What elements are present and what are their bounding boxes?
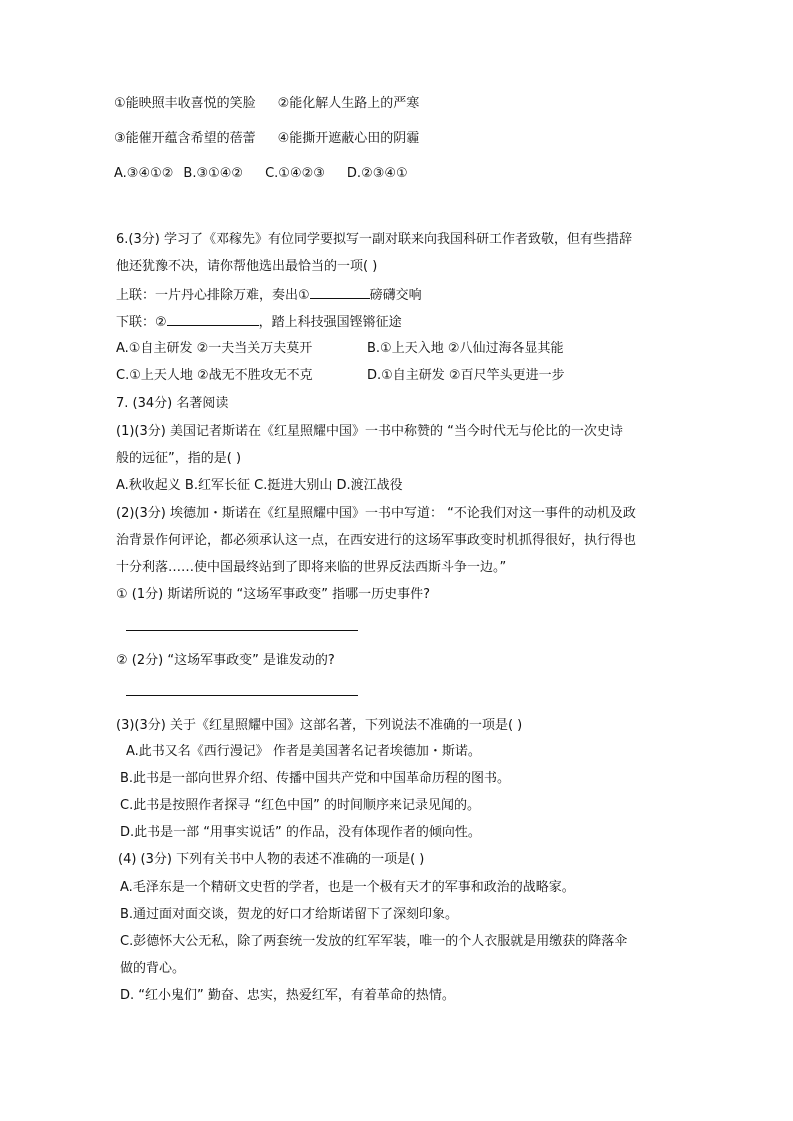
- q6-option-c: C.①上天人地 ②战无不胜攻无不克: [116, 368, 313, 383]
- q7-p2-line1: (2)(3分) 埃德加・斯诺在《红星照耀中国》一书中写道： “不论我们对这一事件的动机及政: [116, 506, 636, 521]
- answer-line-2[interactable]: [126, 695, 358, 696]
- upper-prefix: 上联：一片丹心排除万难，奏出①: [116, 288, 310, 303]
- lower-prefix: 下联：②: [116, 315, 167, 330]
- q7-p3-option-c: C.此书是按照作者探寻 “红色中国” 的时间顺序来记录见闻的。: [120, 798, 480, 813]
- q7-p4-option-d: D. “红小鬼们” 勤奋、忠实，热爱红军，有着革命的热情。: [120, 988, 455, 1003]
- q7-p4-option-a: A.毛泽东是一个精研文史哲的学者，也是一个极有天才的军事和政治的战略家。: [120, 880, 575, 895]
- answer-line-1[interactable]: [126, 630, 358, 631]
- lower-suffix: ，踏上科技强国铿锵征途: [258, 315, 402, 330]
- q7-p1-choices: A.秋收起义 B.红军长征 C.挺进大别山 D.渡江战役: [116, 478, 403, 493]
- q7-p3-option-a: A.此书又名《西行漫记》 作者是美国著名记者埃德加・斯诺。: [126, 744, 481, 759]
- q7-p3-option-d: D.此书是一部 “用事实说话” 的作品，没有体现作者的倾向性。: [120, 825, 481, 840]
- top-choices: [114, 165, 408, 183]
- q6-upper-couplet: [116, 286, 422, 305]
- q7-p2-line3: 十分利落……使中国最终站到了即将来临的世界反法西斯斗争一边。”: [116, 560, 507, 575]
- q7-p4-option-b: B.通过面对面交谈，贺龙的好口才给斯诺留下了深刻印象。: [120, 907, 459, 922]
- q6-option-a: A.①自主研发 ②一夫当关万夫莫开: [116, 341, 313, 356]
- option-row-1: [114, 95, 419, 113]
- upper-suffix: 磅礴交响: [369, 288, 422, 303]
- option-4: ④能撕开遮蔽心田的阴霾: [277, 131, 420, 146]
- q6-option-d: D.①自主研发 ②百尺竿头更进一步: [367, 368, 565, 383]
- q7-p1-line2: 般的远征”，指的是( ): [116, 451, 242, 466]
- q6-lower-couplet: [116, 313, 402, 332]
- upper-blank: [310, 286, 370, 299]
- choice-a: A.③④①②: [114, 166, 174, 181]
- q7-p4-option-c-line2: 做的背心。: [120, 961, 186, 976]
- choice-b: B.③①④②: [183, 166, 244, 181]
- choice-d: D.②③④①: [346, 166, 408, 181]
- choice-c: C.①④②③: [265, 166, 325, 181]
- option-row-2: [114, 130, 419, 148]
- q7-p4-stem: (4) (3分) 下列有关书中人物的表述不准确的一项是( ): [118, 852, 425, 867]
- q7-p2-sub2: ② (2分) “这场军事政变” 是谁发动的?: [116, 653, 335, 668]
- q6-option-b: B.①上天入地 ②八仙过海各显其能: [367, 341, 564, 356]
- q7-p4-option-c-line1: C.彭德怀大公无私，除了两套统一发放的红军军装，唯一的个人衣服就是用缴获的降落伞: [120, 934, 628, 949]
- q7-p3-stem: (3)(3分) 关于《红星照耀中国》这部名著，下列说法不准确的一项是( ): [116, 718, 523, 733]
- option-2: ②能化解人生路上的严寒: [277, 96, 420, 111]
- q7-p1-line1: (1)(3分) 美国记者斯诺在《红星照耀中国》一书中称赞的 “当今时代无与伦比的一次史诗: [116, 424, 623, 439]
- lower-blank: [167, 313, 259, 326]
- q7-p2-sub1: ① (1分) 斯诺所说的 “这场军事政变” 指哪一历史事件?: [116, 587, 430, 602]
- q6-stem-line1: 6.(3分) 学习了《邓稼先》有位同学要拟写一副对联来向我国科研工作者致敬，但有些措辞: [116, 232, 632, 247]
- q7-p3-option-b: B.此书是一部向世界介绍、传播中国共产党和中国革命历程的图书。: [120, 771, 511, 786]
- q7-p2-line2: 治背景作何评论，都必须承认这一点，在西安进行的这场军事政变时机抓得很好，执行得也: [116, 533, 637, 548]
- option-3: ③能催开蕴含希望的蓓蕾: [114, 131, 256, 146]
- option-1: ①能映照丰收喜悦的笑脸: [114, 96, 256, 111]
- q6-stem-line2: 他还犹豫不决，请你帮他选出最恰当的一项( ): [116, 259, 378, 274]
- q7-title: 7. (34分) 名著阅读: [116, 396, 229, 411]
